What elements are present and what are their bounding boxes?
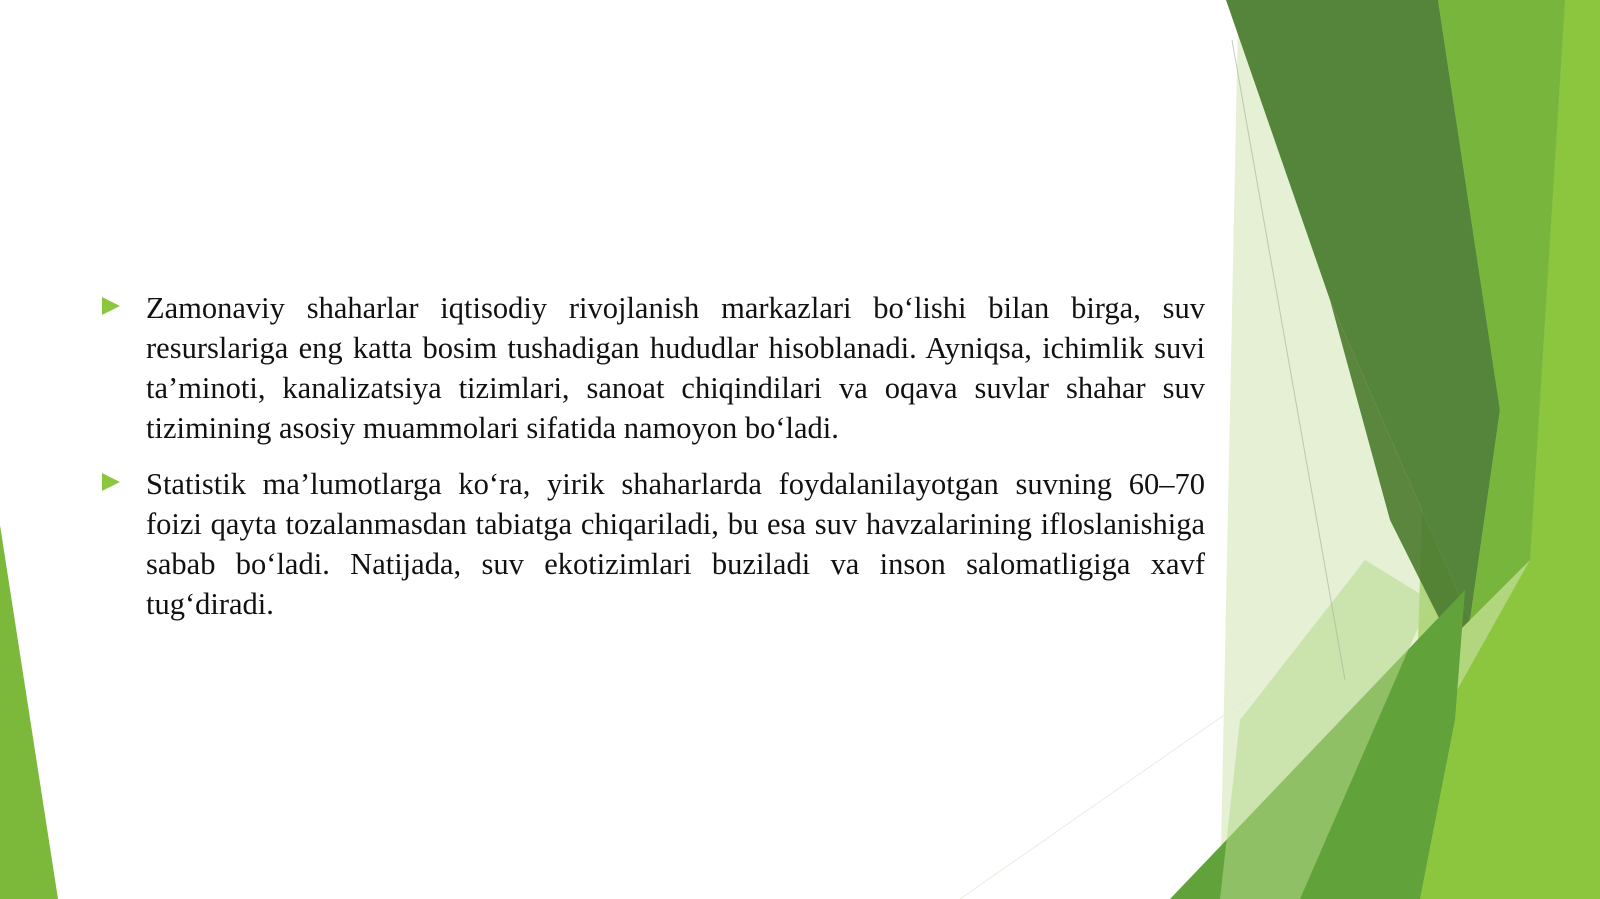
- bullet-text: Zamonaviy shaharlar iqtisodiy rivojlanish markazlari bo‘lishi bilan birga, suv resurslariga eng katta bosim tushadigan hududlar hisoblanadi. Ayniqsa, ichimlik suvi ta’minoti, kanalizatsiya tizimlari, sanoat chiqindilari va oqava suvlar shahar suv tizimining asosiy muammolari sifatida namoyon bo‘ladi.: [146, 291, 1205, 445]
- left-green-sliver: [0, 525, 58, 899]
- bullet-item: [100, 288, 1205, 448]
- bullet-item: [100, 464, 1205, 624]
- bullet-list: [100, 288, 1205, 640]
- triangle-bullet-icon: [102, 297, 120, 315]
- bullet-text: Statistik ma’lumotlarga ko‘ra, yirik shaharlarda foydalanilayotgan suvning 60–70 foizi qayta tozalanmasdan tabiatga chiqariladi, bu esa suv havzalarining ifloslanishiga sabab bo‘ladi. Natijada, suv ekotizimlari buziladi va inson salomatligiga xavf tug‘diradi.: [146, 467, 1205, 621]
- triangle-bullet-icon: [102, 473, 120, 491]
